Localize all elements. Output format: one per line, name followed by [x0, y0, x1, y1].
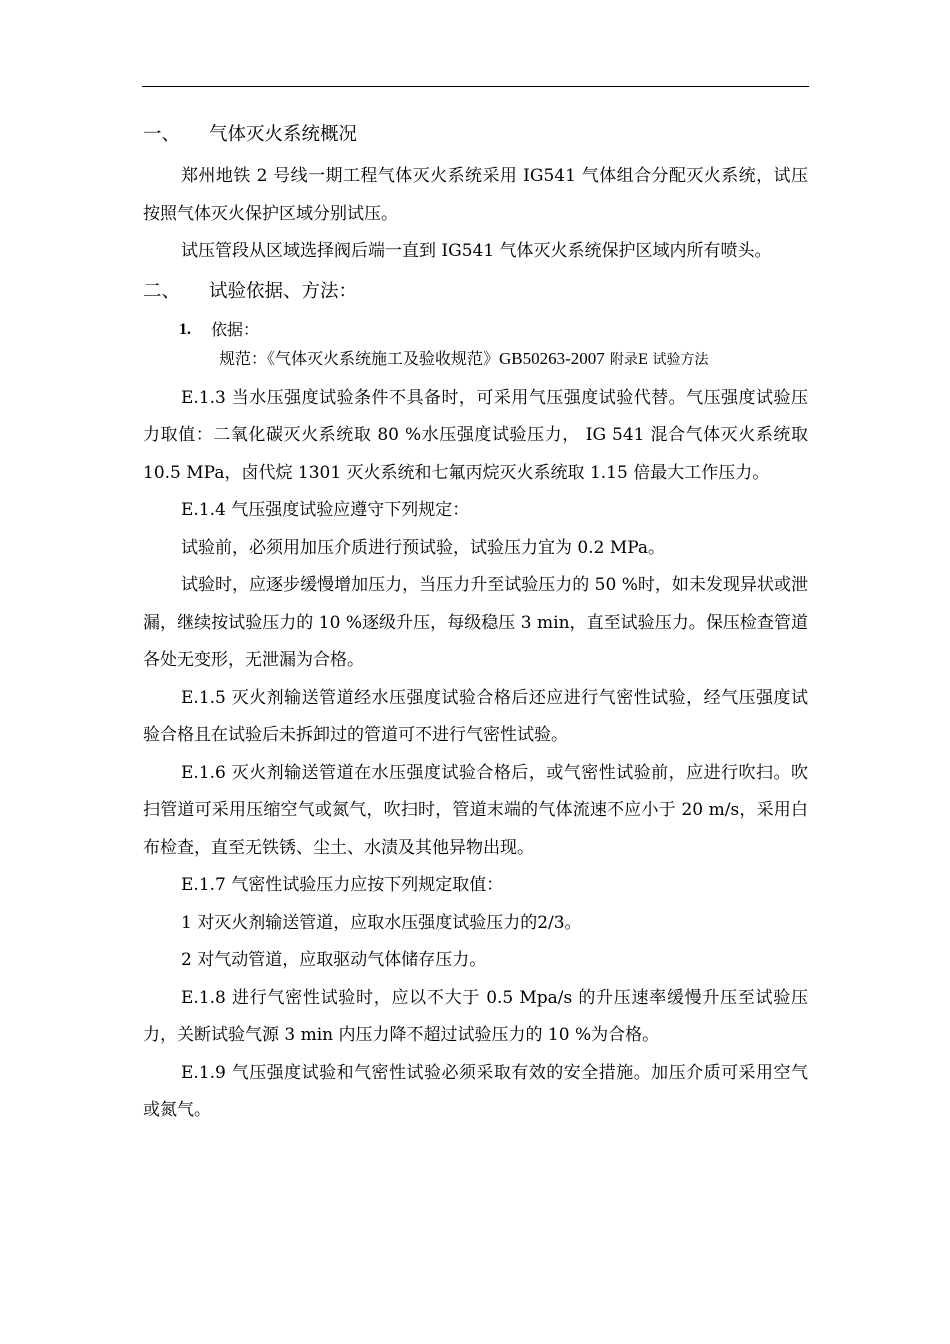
clause-e-1-3: E.1.3 当水压强度试验条件不具备时，可采用气压强度试验代替。气压强度试验压力取值：二氧化碳灭火系统取 80 %水压强度试验压力， IG 541 混合气体灭火系统取 10.5 MPa，卤代烷 1301 灭火系统和七氟丙烷灭火系统取 1.15 倍最大工作压力。 — [143, 387, 808, 483]
header-rule — [142, 86, 809, 87]
reference-code: GB50263-2007 — [499, 348, 605, 368]
section-1-heading — [143, 118, 808, 152]
basis-item-label: 依据： — [211, 319, 260, 339]
clause-e-1-7: E.1.7 气密性试验压力应按下列规定取值： — [181, 875, 504, 895]
section-2-heading — [143, 275, 808, 309]
section-1-title: 气体灭火系统概况 — [209, 124, 358, 145]
clause-e-1-7-item-1: 1 对灭火剂输送管道，应取水压强度试验压力的2/3。 — [181, 912, 582, 933]
reference-prefix: 规范：《气体灭火系统施工及验收规范》 — [219, 348, 500, 368]
section-1-paragraph: 试压管段从区域选择阀后端一直到 IG541 气体灭火系统保护区域内所有喷头。 — [181, 241, 772, 261]
standard-reference — [143, 345, 808, 374]
clause-e-1-5: E.1.5 灭火剂输送管道经水压强度试验合格后还应进行气密性试验，经气压强度试验合格且在试验后未拆卸过的管道可不进行气密性试验。 — [143, 687, 808, 745]
clause-during-test: 试验时，应逐步缓慢增加压力，当压力升至试验压力的 50 %时，如未发现异状或泄漏，继续按试验压力的 10 %逐级升压，每级稳压 3 min，直至试验压力。保压检查管道各处无变形，无泄漏为合格。 — [143, 575, 808, 670]
clause-pretest: 试验前，必须用加压介质进行预试验，试验压力宜为 0.2 MPa。 — [181, 537, 666, 558]
clause-e-1-9: E.1.9 气压强度试验和气密性试验必须采取有效的安全措施。加压介质可采用空气或氮气。 — [143, 1062, 808, 1120]
section-1-number: 一、 — [143, 124, 181, 145]
section-1-paragraph: 郑州地铁 2 号线一期工程气体灭火系统采用 IG541 气体组合分配灭火系统，试压按照气体灭火保护区域分别试压。 — [143, 166, 808, 224]
basis-item-number: 1. — [179, 320, 191, 338]
section-2-title: 试验依据、方法： — [209, 280, 358, 302]
clause-e-1-8: E.1.8 进行气密性试验时，应以不大于 0.5 Mpa/s 的升压速率缓慢升压至试验压力，关断试验气源 3 min 内压力降不超过试验压力的 10 %为合格。 — [143, 987, 808, 1045]
reference-annex: 附录E 试验方法 — [609, 351, 709, 368]
clause-e-1-7-item-2: 2 对气动管道，应取驱动气体储存压力。 — [181, 950, 487, 970]
clause-e-1-6: E.1.6 灭火剂输送管道在水压强度试验合格后，或气密性试验前，应进行吹扫。吹扫管道可采用压缩空气或氮气，吹扫时，管道末端的气体流速不应小于 20 m/s，采用白布检查，直至无铁锈、尘土、水渍及其他异物出现。 — [143, 762, 808, 858]
document-body — [143, 118, 808, 1130]
basis-item — [143, 315, 808, 345]
section-2-number: 二、 — [143, 280, 181, 302]
clause-e-1-4: E.1.4 气压强度试验应遵守下列规定： — [181, 500, 470, 520]
